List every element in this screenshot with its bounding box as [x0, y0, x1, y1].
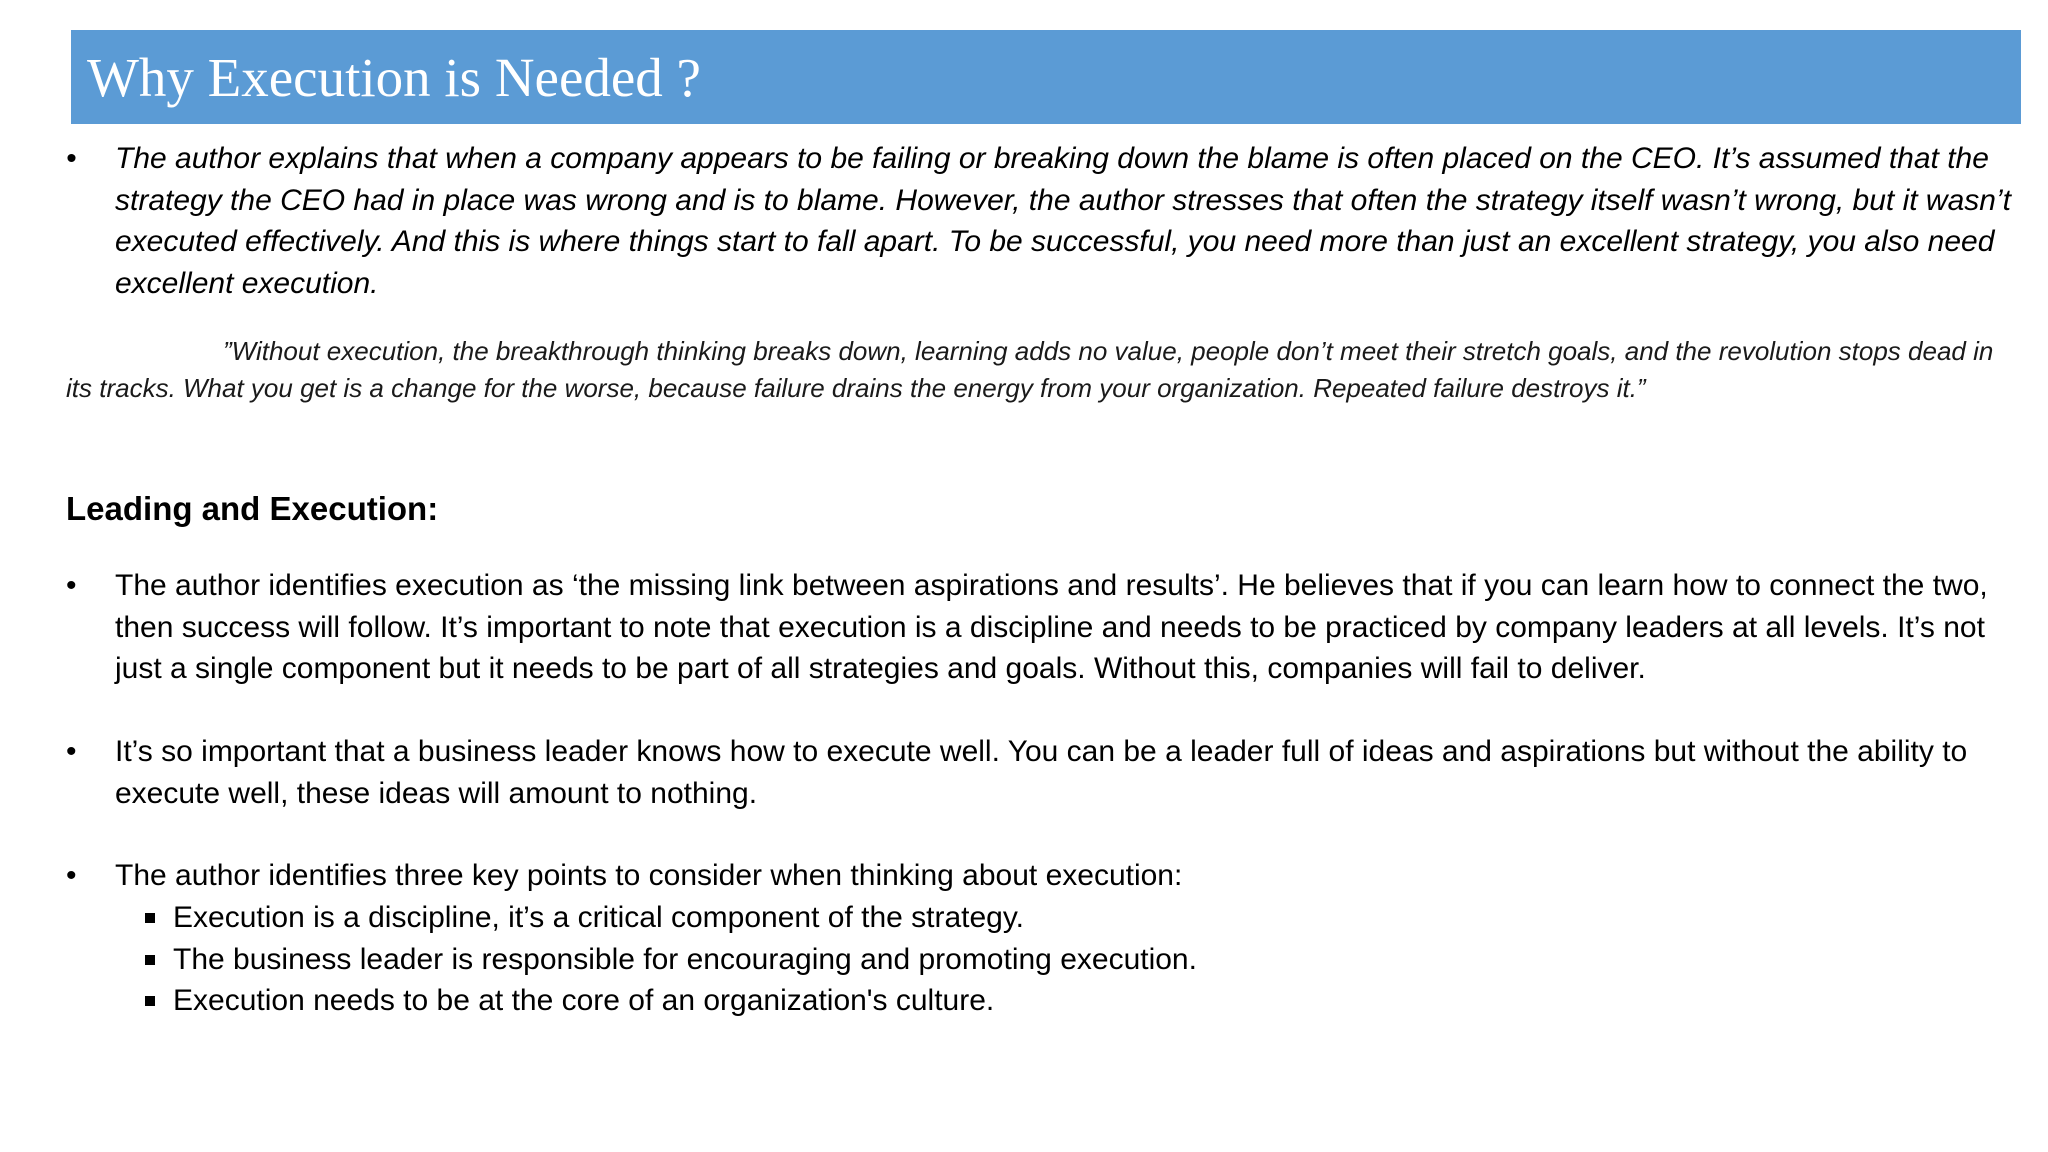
body-bullet-3: [66, 855, 2021, 897]
square-bullet-icon: [145, 996, 155, 1006]
section-heading: Leading and Execution:: [66, 490, 439, 527]
sub-point-1: [143, 897, 1943, 939]
title-bar: [71, 30, 2021, 124]
sub-point-text: Execution needs to be at the core of an organization's culture.: [173, 984, 995, 1017]
sub-point-3: [143, 980, 1943, 1022]
bullet-dot-icon: •: [66, 569, 77, 602]
quote-text: ”Without execution, the breakthrough thinking breaks down, learning adds no value, people don’t meet their stretch goals, and the revolution stops dead in its tracks. What you get is a change for the worse, because failure drains the energy from your organization. Repeated failure destroys it.”: [66, 336, 1994, 403]
body-bullet-text: The author identifies execution as ‘the missing link between aspirations and results’. He believes that if you can learn how to connect the two, then success will follow. It’s important to note that execution is a discipline and needs to be practiced by company leaders at all levels. It’s not just a single component but it needs to be part of all strategies and goals. Without this, companies will fail to deliver.: [115, 569, 1988, 685]
square-bullet-icon: [145, 955, 155, 965]
bullet-dot-icon: •: [66, 142, 77, 175]
intro-bullet-text: The author explains that when a company appears to be failing or breaking down the blame is often placed on the CEO. It’s assumed that the strategy the CEO had in place was wrong and is to blame. However, the author stresses that often the strategy itself wasn’t wrong, but it wasn’t executed effectively. And this is where things start to fall apart. To be successful, you need more than just an excellent strategy, you also need excellent execution.: [115, 142, 2011, 300]
slide-title: Why Execution is Needed ?: [87, 46, 701, 108]
sub-point-text: Execution is a discipline, it’s a critical component of the strategy.: [173, 901, 1024, 934]
sub-point-list: [143, 897, 1943, 1022]
sub-point-2: [143, 939, 1943, 981]
sub-point-text: The business leader is responsible for encouraging and promoting execution.: [173, 942, 1197, 976]
body-bullet-2: [66, 731, 2021, 814]
intro-bullet: [66, 138, 2021, 304]
bullet-dot-icon: •: [66, 735, 77, 768]
body-bullet-text: It’s so important that a business leader knows how to execute well. You can be a leader full of ideas and aspirations but without the ability to execute well, these ideas will amount to nothing.: [115, 735, 1968, 810]
square-bullet-icon: [145, 913, 155, 923]
body-bullet-1: [66, 565, 2021, 690]
bullet-dot-icon: •: [66, 859, 77, 892]
body-bullet-text: The author identifies three key points to consider when thinking about execution:: [115, 859, 1183, 892]
